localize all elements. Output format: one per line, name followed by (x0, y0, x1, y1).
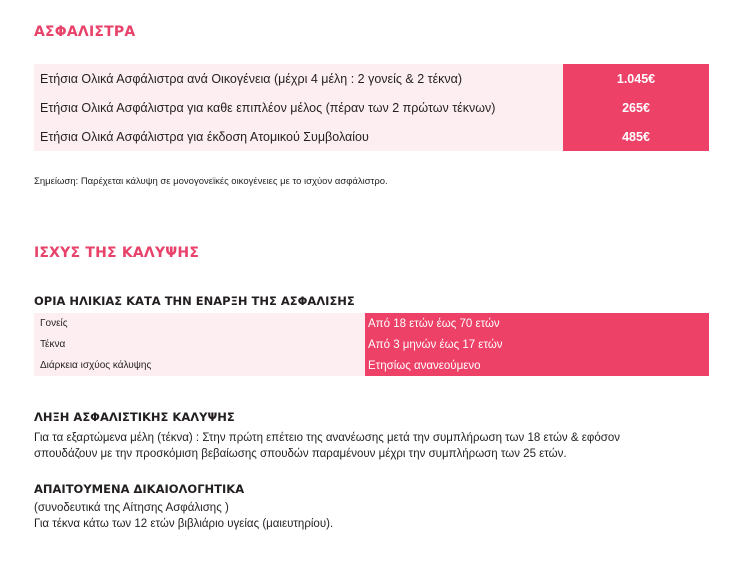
table-row (34, 93, 709, 122)
documents-line-2: Για τέκνα κάτω των 12 ετών βιβλιάριο υγείας (μαιευτηρίου). (34, 518, 334, 530)
expiry-text (34, 430, 620, 462)
age-label: Γονείς (34, 313, 365, 334)
premiums-table (34, 64, 709, 151)
coverage-title: ΙΣΧΥΣ ΤΗΣ ΚΑΛΥΨΗΣ (34, 245, 200, 261)
age-limits-table (34, 313, 709, 376)
table-row (34, 64, 709, 93)
table-row (34, 313, 709, 334)
expiry-heading: ΛΗΞΗ ΑΣΦΑΛΙΣΤΙΚΗΣ ΚΑΛΥΨΗΣ (34, 410, 235, 424)
table-row (34, 122, 709, 151)
table-row (34, 355, 709, 376)
documents-text (34, 500, 333, 532)
age-limits-heading: ΟΡΙΑ ΗΛΙΚΙΑΣ ΚΑΤΑ ΤΗΝ ΕΝΑΡΞΗ ΤΗΣ ΑΣΦΑΛΙΣΗΣ (34, 294, 355, 308)
expiry-line-2: σπουδάζουν με την προσκόμιση βεβαίωσης σπουδών παραμένουν μέχρι την συμπλήρωση των 25 ετών. (34, 448, 567, 460)
expiry-line-1: Για τα εξαρτώμενα μέλη (τέκνα) : Στην πρώτη επέτειο της ανανέωσης μετά την συμπλήρωση των 18 ετών & εφόσον (34, 432, 620, 444)
age-value: Ετησίως ανανεούμενο (365, 355, 709, 376)
age-label: Τέκνα (34, 334, 365, 355)
age-value: Από 18 ετών έως 70 ετών (365, 313, 709, 334)
premium-label: Ετήσια Ολικά Ασφάλιστρα για καθε επιπλέον μέλος (πέραν των 2 πρώτων τέκνων) (34, 93, 563, 122)
premium-label: Ετήσια Ολικά Ασφάλιστρα ανά Οικογένεια (μέχρι 4 μέλη : 2 γονείς & 2 τέκνα) (34, 64, 563, 93)
documents-heading: ΑΠΑΙΤΟΥΜΕΝΑ ΔΙΚΑΙΟΛΟΓΗΤΙΚΑ (34, 482, 245, 496)
premium-value: 485€ (563, 122, 709, 151)
age-value: Από 3 μηνών έως 17 ετών (365, 334, 709, 355)
premium-value: 265€ (563, 93, 709, 122)
premium-label: Ετήσια Ολικά Ασφάλιστρα για έκδοση Ατομικού Συμβολαίου (34, 122, 563, 151)
premium-value: 1.045€ (563, 64, 709, 93)
table-row (34, 334, 709, 355)
premiums-title: ΑΣΦΑΛΙΣΤΡΑ (34, 24, 136, 40)
age-label: Διάρκεια ισχύος κάλυψης (34, 355, 365, 376)
documents-line-1: (συνοδευτικά της Αίτησης Ασφάλισης ) (34, 502, 229, 514)
premiums-note: Σημείωση: Παρέχεται κάλυψη σε μονογονεϊκές οικογένειες με το ισχύον ασφάλιστρο. (34, 176, 388, 187)
